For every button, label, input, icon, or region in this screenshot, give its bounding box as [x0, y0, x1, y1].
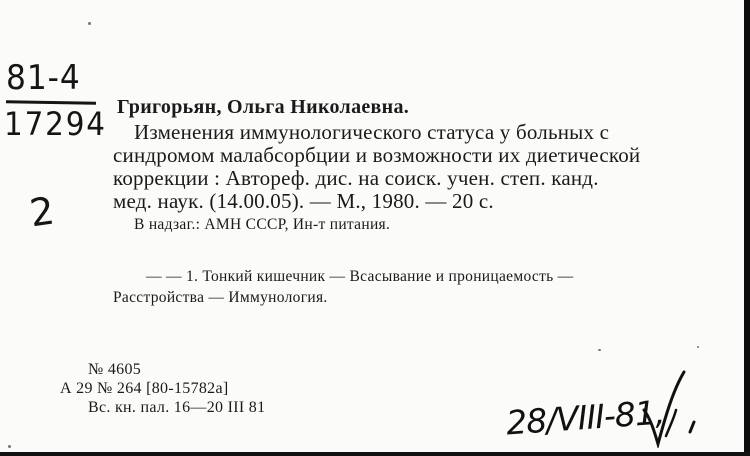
registry-line: Вс. кн. пал. 16—20 III 81 [88, 399, 266, 416]
title-line-4: мед. наук. (14.00.05). — М., 1980. — 20 с. [113, 189, 494, 213]
scan-speck [697, 346, 699, 348]
subjects-line-2: Расстройства — Иммунология. [113, 289, 328, 306]
scan-speck [598, 349, 601, 351]
card-right-edge [744, 0, 750, 456]
title-line-1: Изменения иммунологического статуса у больных с [134, 120, 610, 144]
card-bottom-edge [0, 452, 750, 456]
scan-speck [8, 445, 11, 448]
record-number: № 4605 [88, 361, 142, 378]
scan-speck [88, 22, 91, 25]
shelfmark-bottom: 17294 [4, 105, 107, 143]
margin-mark: 2 [27, 188, 58, 236]
header-note: В надзаг.: АМН СССР, Ин-т питания. [134, 216, 391, 233]
author-heading: Григорьян, Ольга Николаевна. [117, 96, 410, 118]
catalog-code: А 29 № 264 [80-15782а] [60, 380, 229, 397]
checkmark-initial-icon [640, 370, 700, 448]
subjects-line-1: — — 1. Тонкий кишечник — Всасывание и проницаемость — [146, 268, 574, 285]
date-signature: 28/VIII-81, [504, 392, 666, 443]
title-line-3: коррекции : Автореф. дис. на соиск. учен. степ. канд. [113, 166, 599, 190]
title-line-2: синдромом малабсорбции и возможности их диетической [113, 143, 641, 167]
shelfmark-top: 81-4 [6, 58, 81, 98]
